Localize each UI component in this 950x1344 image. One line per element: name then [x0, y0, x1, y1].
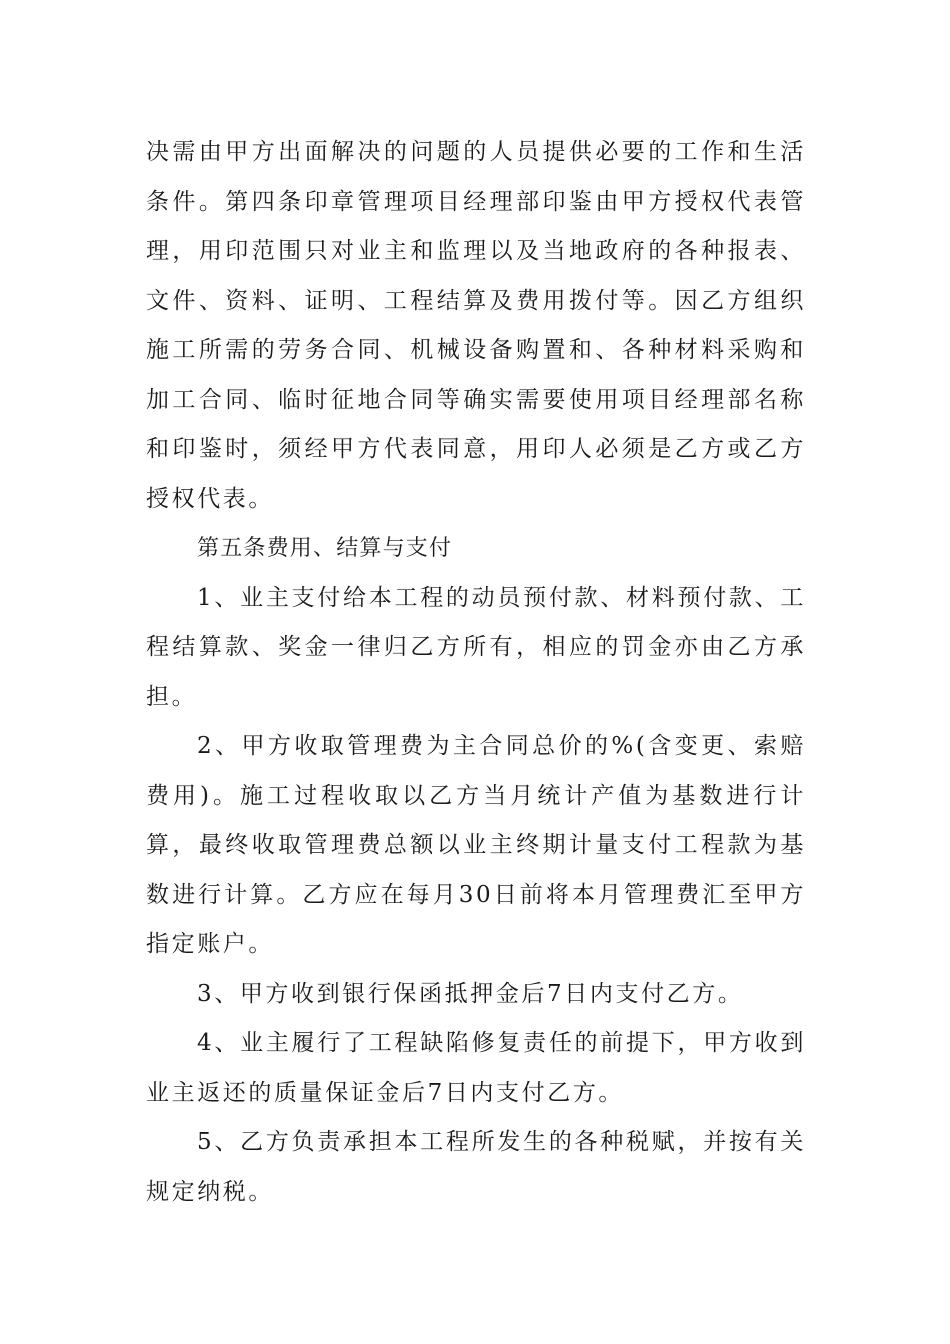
section-heading-fees: 第五条费用、结算与支付 — [197, 536, 453, 561]
document-body — [146, 128, 806, 1217]
paragraph-seal-management: 决需由甲方出面解决的问题的人员提供必要的工作和生活条件。第四条印章管理项目经理部印鉴由甲方授权代表管理，用印范围只对业主和监理以及当地政府的各种报表、文件、资料、证明、工程结算及费用拨付等。因乙方组织施工所需的劳务合同、机械设备购置和、各种材料采购和加工合同、临时征地合同等确实需要使用项目经理部名称和印鉴时，须经甲方代表同意，用印人必须是乙方或乙方授权代表。 — [146, 139, 806, 512]
paragraph-item-3: 3、甲方收到银行保函抵押金后7日内支付乙方。 — [197, 980, 744, 1007]
paragraph-item-1: 1、业主支付给本工程的动员预付款、材料预付款、工程结算款、奖金一律归乙方所有，相应的罚金亦由乙方承担。 — [146, 584, 806, 710]
paragraph-item-2: 2、甲方收取管理费为主合同总价的%(含变更、索赔费用)。施工过程收取以乙方当月统计产值为基数进行计算，最终收取管理费总额以业主终期计量支付工程款为基数进行计算。乙方应在每月30日前将本月管理费汇至甲方指定账户。 — [146, 733, 806, 957]
paragraph-item-5: 5、乙方负责承担本工程所发生的各种税赋，并按有关规定纳税。 — [146, 1129, 806, 1205]
paragraph-item-4: 4、业主履行了工程缺陷修复责任的前提下，甲方收到业主返还的质量保证金后7日内支付乙方。 — [146, 1030, 806, 1106]
